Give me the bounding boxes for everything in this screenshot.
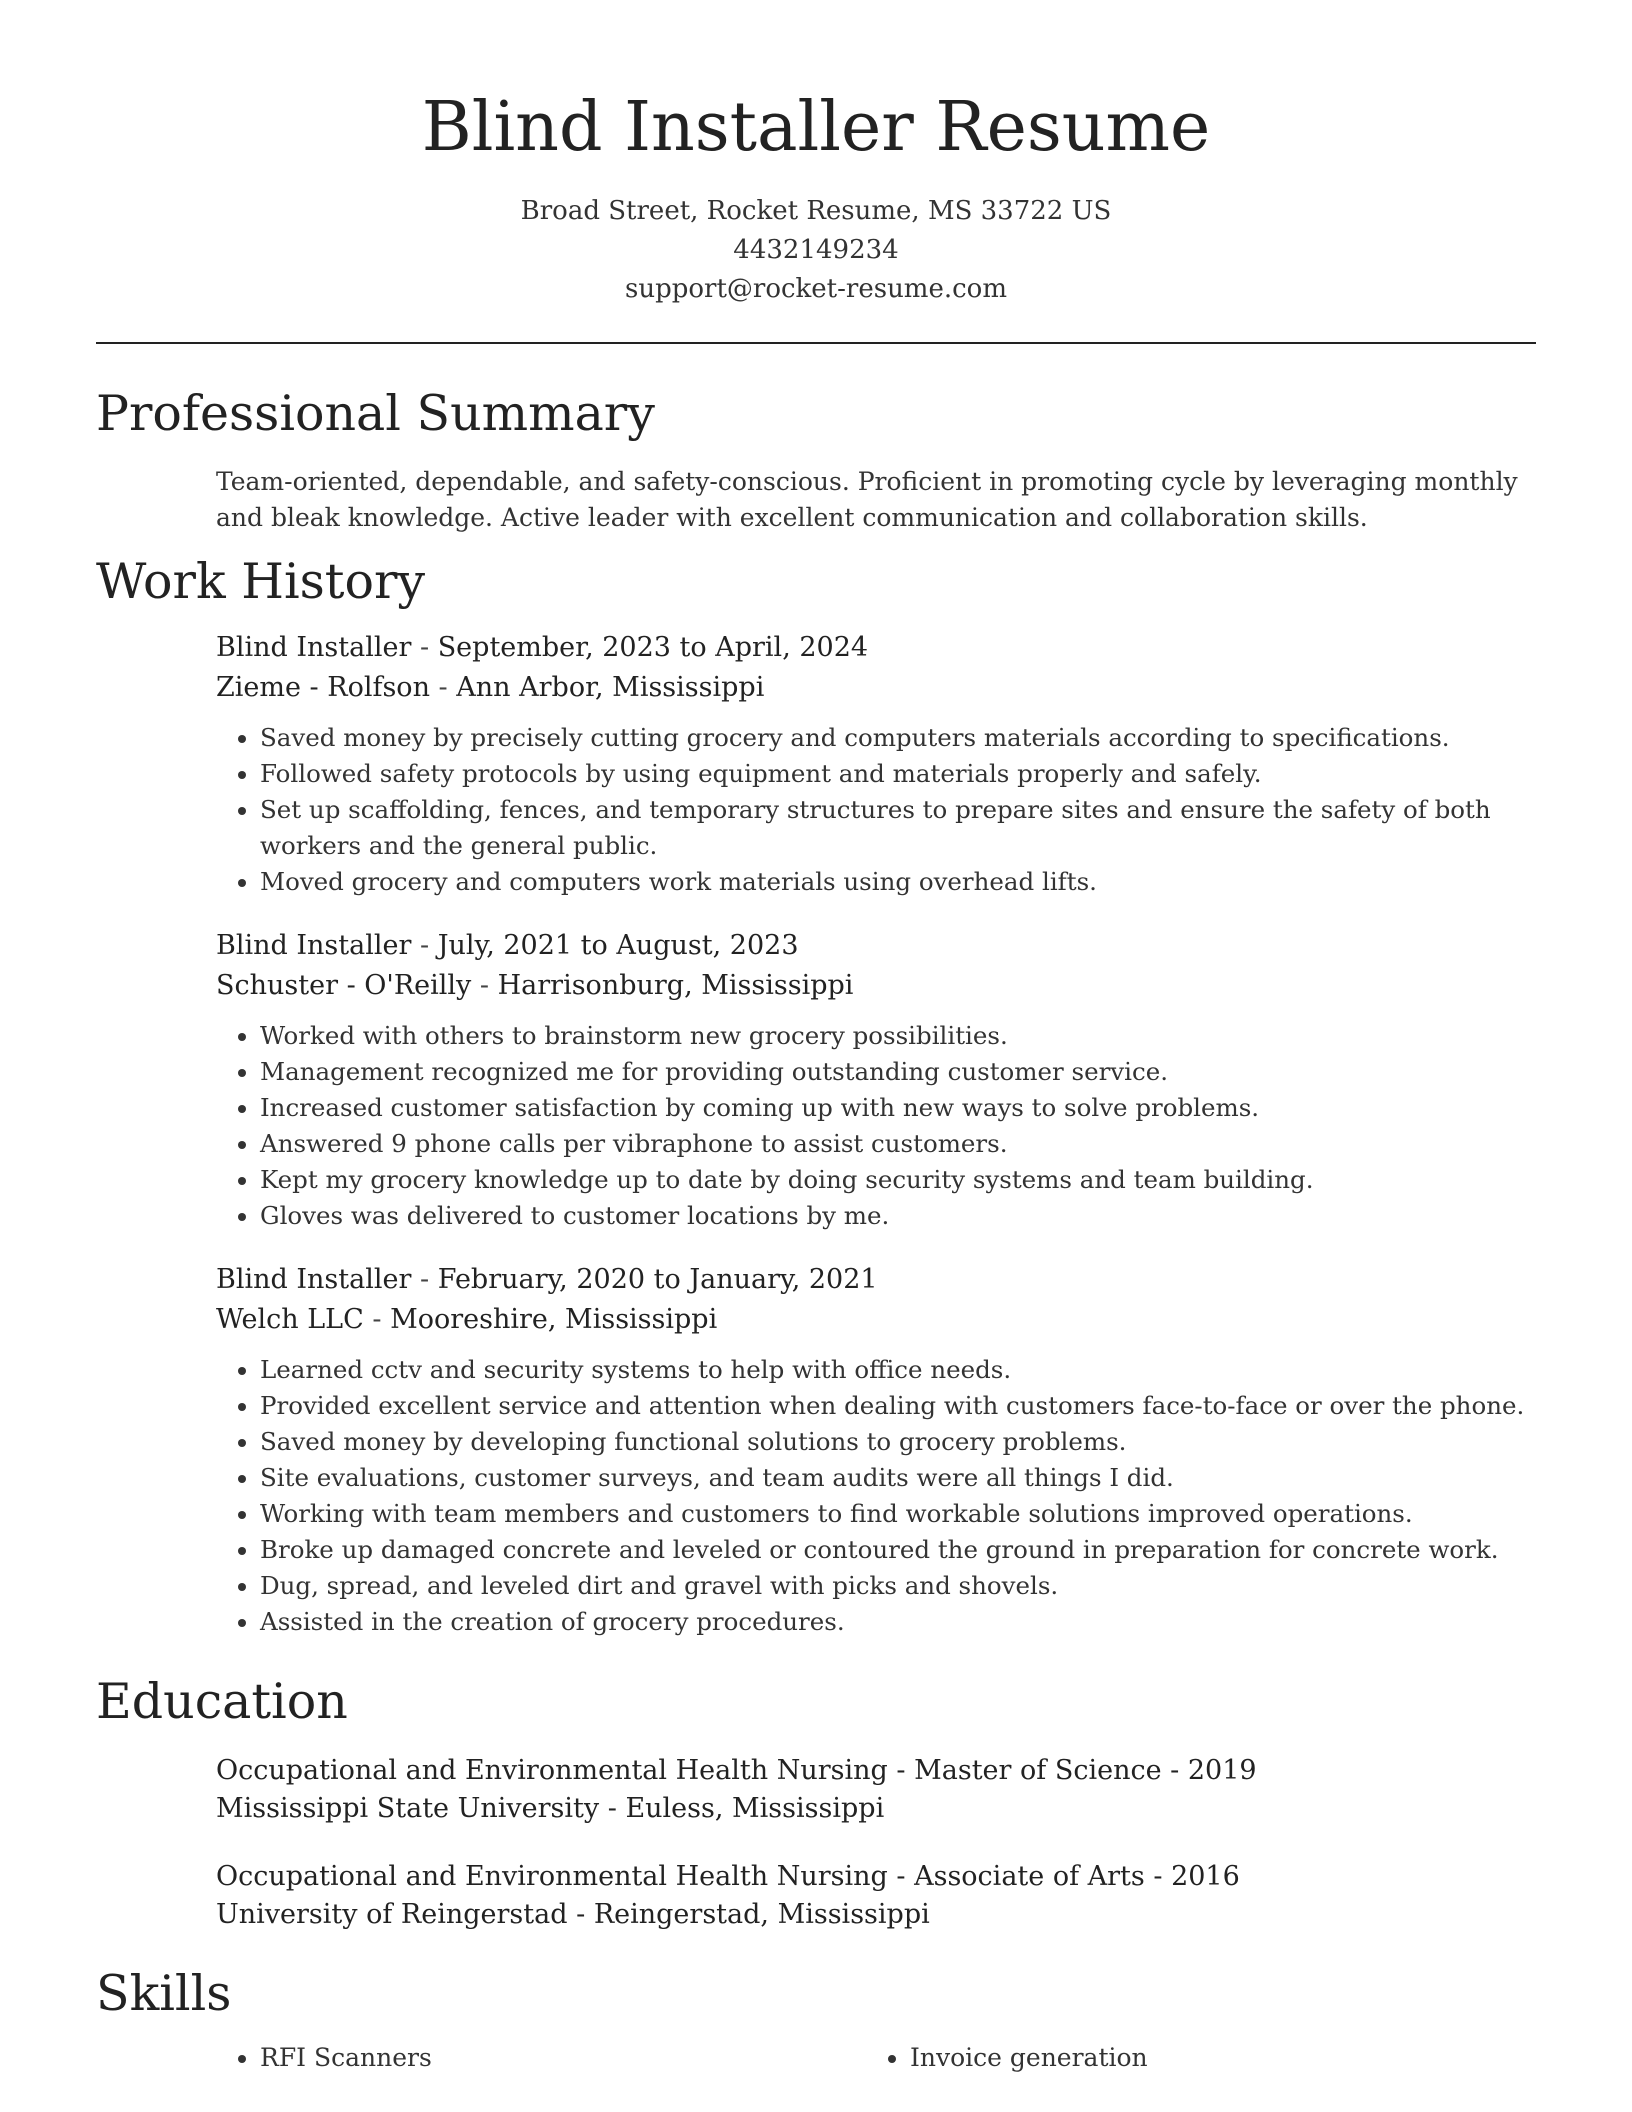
job-company-line: Schuster - O'Reilly - Harrisonburg, Mississippi [216, 970, 854, 1001]
list-item: • Kept my grocery knowledge up to date by doing security systems and team building. [260, 1162, 1536, 1198]
job-role: Blind Installer [216, 632, 412, 663]
list-item: • Increased customer satisfaction by coming up with new ways to solve problems. [260, 1090, 1536, 1126]
job-title-line: Blind Installer - September, 2023 to April, 2024 [216, 632, 869, 663]
contact-email: support@rocket-resume.com [624, 274, 1007, 304]
list-item: • Working with team members and customers to find workable solutions improved operations. [260, 1496, 1536, 1532]
list-item: • Saved money by developing functional solutions to grocery problems. [260, 1424, 1536, 1460]
education-degree: Associate of Arts [914, 1861, 1145, 1892]
education-entry [216, 1752, 1536, 1828]
list-item: • RFI Scanners [260, 2040, 866, 2076]
job-company: Welch LLC [216, 1304, 364, 1335]
job-company: Zieme - Rolfson [216, 672, 430, 703]
list-item: • Gloves was delivered to customer locations by me. [260, 1198, 1536, 1234]
education-field: Occupational and Environmental Health Nursing [216, 1861, 888, 1892]
education-year: 2016 [1171, 1861, 1240, 1892]
job-location: Ann Arbor, Mississippi [456, 672, 765, 703]
work-history-section [96, 546, 1536, 1640]
job-company-line: Welch LLC - Mooreshire, Mississippi [216, 1304, 718, 1335]
contact-block [0, 192, 1632, 309]
list-item: • Set up scaffolding, fences, and temporary structures to prepare sites and ensure the safety of both workers and the general public. [260, 792, 1536, 864]
job-bullets [216, 720, 1536, 900]
summary-section [96, 378, 1536, 536]
skills-section [96, 1958, 1536, 2076]
list-item: • Assisted in the creation of grocery procedures. [260, 1604, 1536, 1640]
job-title-line: Blind Installer - February, 2020 to January, 2021 [216, 1264, 878, 1295]
education-degree: Master of Science [914, 1755, 1162, 1786]
work-history-heading: Work History [96, 553, 426, 610]
contact-phone: 4432149234 [733, 235, 899, 265]
resume-header [0, 0, 1632, 309]
education-degree-line: Occupational and Environmental Health Nursing - Associate of Arts - 2016 [216, 1861, 1240, 1892]
job-entry [216, 926, 1536, 1234]
list-item: • Moved grocery and computers work materials using overhead lifts. [260, 864, 1536, 900]
job-role: Blind Installer [216, 930, 412, 961]
education-school-line: University of Reingerstad - Reingerstad, Mississippi [216, 1899, 930, 1930]
education-school: Mississippi State University [216, 1793, 600, 1824]
list-item: • Saved money by precisely cutting grocery and computers materials according to specifications. [260, 720, 1536, 756]
job-bullets [216, 1352, 1536, 1640]
job-company-line: Zieme - Rolfson - Ann Arbor, Mississippi [216, 672, 765, 703]
list-item: • Broke up damaged concrete and leveled or contoured the ground in preparation for concrete work. [260, 1532, 1536, 1568]
contact-address: Broad Street, Rocket Resume, MS 33722 US [520, 196, 1112, 226]
skills-column-right [866, 2040, 1516, 2076]
job-dates: September, 2023 to April, 2024 [437, 632, 869, 663]
skills-heading: Skills [96, 1965, 232, 2022]
list-item: • Provided excellent service and attention when dealing with customers face-to-face or over the phone. [260, 1388, 1536, 1424]
education-heading: Education [96, 1673, 348, 1730]
job-title-line: Blind Installer - July, 2021 to August, 2023 [216, 930, 799, 961]
list-item: • Worked with others to brainstorm new grocery possibilities. [260, 1018, 1536, 1054]
job-location: Harrisonburg, Mississippi [497, 970, 854, 1001]
list-item: • Learned cctv and security systems to help with office needs. [260, 1352, 1536, 1388]
list-item: • Invoice generation [910, 2040, 1516, 2076]
skills-column-left [216, 2040, 866, 2076]
education-year: 2019 [1187, 1755, 1257, 1786]
education-section [96, 1666, 1536, 1934]
education-degree-line: Occupational and Environmental Health Nursing - Master of Science - 2019 [216, 1755, 1257, 1786]
list-item: • Management recognized me for providing outstanding customer service. [260, 1054, 1536, 1090]
education-location: Euless, Mississippi [625, 1793, 885, 1824]
job-dates: July, 2021 to August, 2023 [437, 930, 799, 961]
job-location: Mooreshire, Mississippi [390, 1304, 718, 1335]
skills-grid [216, 2040, 1536, 2076]
job-company: Schuster - O'Reilly [216, 970, 472, 1001]
job-bullets [216, 1018, 1536, 1234]
header-divider [96, 342, 1536, 344]
education-school-line: Mississippi State University - Euless, Mississippi [216, 1793, 885, 1824]
resume-content [96, 378, 1536, 2076]
job-entry [216, 1260, 1536, 1640]
list-item: • Followed safety protocols by using equipment and materials properly and safely. [260, 756, 1536, 792]
resume-title: Blind Installer Resume [421, 88, 1211, 167]
list-item: • Site evaluations, customer surveys, and team audits were all things I did. [260, 1460, 1536, 1496]
summary-heading: Professional Summary [96, 385, 655, 442]
job-role: Blind Installer [216, 1264, 412, 1295]
job-entry [216, 628, 1536, 900]
list-item: • Answered 9 phone calls per vibraphone to assist customers. [260, 1126, 1536, 1162]
education-location: Reingerstad, Mississippi [593, 1899, 930, 1930]
summary-text: Team-oriented, dependable, and safety-conscious. Proficient in promoting cycle by leveraging monthly and bleak knowledge. Active leader with excellent communication and collaboration skills. [216, 467, 1518, 532]
education-entry [216, 1858, 1536, 1934]
education-field: Occupational and Environmental Health Nursing [216, 1755, 888, 1786]
job-dates: February, 2020 to January, 2021 [437, 1264, 878, 1295]
education-school: University of Reingerstad [216, 1899, 568, 1930]
list-item: • Dug, spread, and leveled dirt and gravel with picks and shovels. [260, 1568, 1536, 1604]
